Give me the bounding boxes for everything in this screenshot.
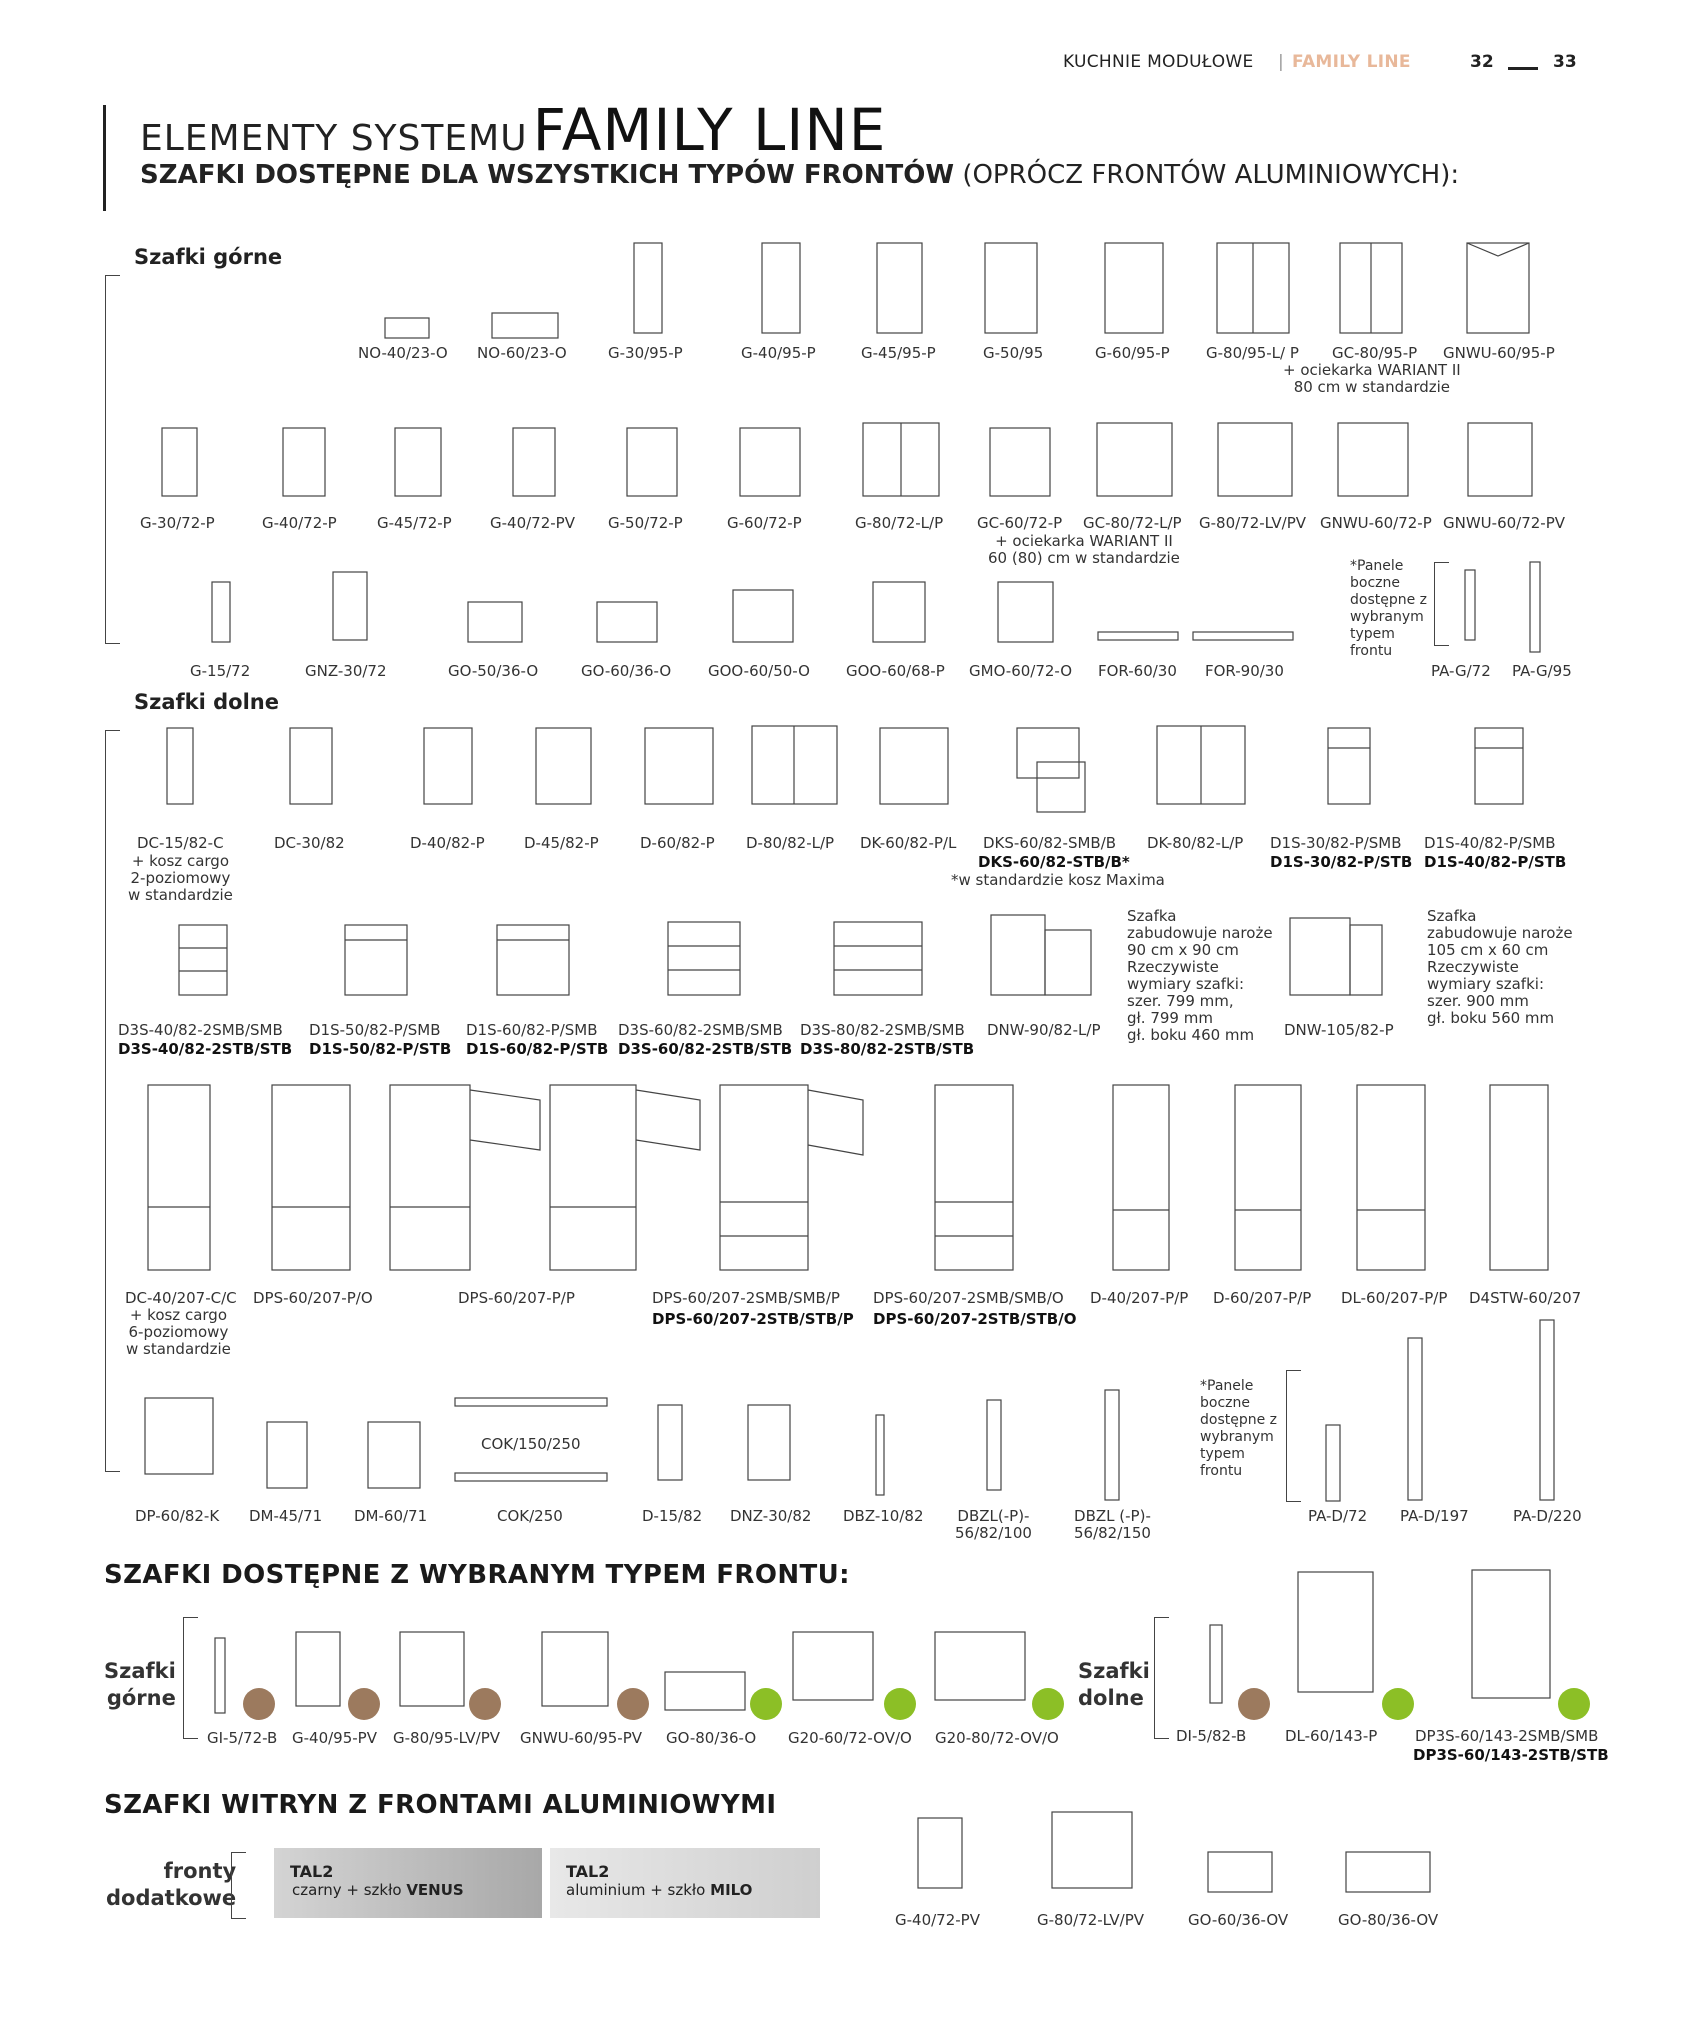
label: DNZ-30/82: [730, 1507, 812, 1525]
label: DNW-105/82-P: [1284, 1021, 1394, 1039]
label: DPS-60/207-P/P: [458, 1289, 575, 1307]
note-ociekarka-60: + ociekarka WARIANT II 60 (80) cm w standardzie: [988, 532, 1180, 567]
label: GC-60/72-P: [977, 514, 1063, 532]
label-bold: DKS-60/82-STB/B*: [978, 853, 1130, 871]
section-lower: Szafki dolne: [134, 690, 279, 714]
fronts-heading: fronty dodatkowe: [106, 1859, 237, 1910]
label: DL-60/207-P/P: [1341, 1289, 1448, 1307]
label: G-30/72-P: [140, 514, 215, 532]
label: G-40/72-PV: [490, 514, 575, 532]
label: D1S-30/82-P/SMB: [1270, 834, 1402, 852]
label-bold: D3S-60/82-2STB/STB: [618, 1040, 793, 1058]
label: DBZ-10/82: [843, 1507, 924, 1525]
section-chosen-front: SZAFKI DOSTĘPNE Z WYBRANYM TYPEM FRONTU:: [104, 1560, 850, 1590]
label: DM-60/71: [354, 1507, 428, 1525]
label: G20-80/72-OV/O: [935, 1729, 1059, 1747]
label: GNWU-60/95-P: [1443, 344, 1555, 362]
label: G-80/72-LV/PV: [1037, 1911, 1145, 1929]
label: G-50/95: [983, 344, 1044, 362]
label: GNWU-60/95-PV: [520, 1729, 643, 1747]
label: GNWU-60/72-PV: [1443, 514, 1566, 532]
label: DPS-60/207-P/O: [253, 1289, 373, 1307]
section-alu: SZAFKI WITRYN Z FRONTAMI ALUMINIOWYMI: [104, 1790, 777, 1820]
section-upper: Szafki górne: [134, 245, 283, 269]
label: GOO-60/50-O: [708, 662, 810, 680]
label: DK-80/82-L/P: [1147, 834, 1244, 852]
label: GO-60/36-O: [581, 662, 672, 680]
note-cargo-2: + kosz cargo 2-poziomowy w standardzie: [128, 852, 233, 904]
front-glass: MILO: [710, 1881, 753, 1899]
label-bold: D1S-40/82-P/STB: [1424, 853, 1567, 871]
note-maxima: *w standardzie kosz Maxima: [951, 871, 1165, 889]
label: DP-60/82-K: [135, 1507, 220, 1525]
label: DBZL (-P)- 56/82/150: [1074, 1507, 1151, 1542]
label: DBZL(-P)- 56/82/100: [955, 1507, 1032, 1542]
label: DPS-60/207-2SMB/SMB/P: [652, 1289, 840, 1307]
label: GC-80/72-L/P: [1083, 514, 1182, 532]
header-kuchnie: KUCHNIE MODUŁOWE: [1063, 52, 1254, 72]
label: DNW-90/82-L/P: [987, 1021, 1101, 1039]
label: GI-5/72-B: [207, 1729, 278, 1747]
label: G-30/95-P: [608, 344, 683, 362]
label: G-40/72-PV: [895, 1911, 980, 1929]
note-ociekarka-80: + ociekarka WARIANT II 80 cm w standardzie: [1283, 361, 1461, 396]
label: G-40/72-P: [262, 514, 337, 532]
label: NO-60/23-O: [477, 344, 567, 362]
subtitle-bold: SZAFKI DOSTĘPNE DLA WSZYSTKICH TYPÓW FRONTÓW: [140, 160, 955, 190]
label: G-80/95-L/ P: [1206, 344, 1299, 362]
label: DC-30/82: [274, 834, 345, 852]
title-prefix: ELEMENTY SYSTEMU: [140, 118, 528, 159]
note-dnw105: Szafka zabudowuje naroże 105 cm x 60 cm Rzeczywiste wymiary szafki: szer. 900 mm gł. boku 560 mm: [1427, 907, 1573, 1027]
label: G-50/72-P: [608, 514, 683, 532]
header-family: FAMILY LINE: [1292, 52, 1411, 72]
note-dnw90: Szafka zabudowuje naroże 90 cm x 90 cm Rzeczywiste wymiary szafki: szer. 799 mm, gł. 799 mm gł. boku 460 mm: [1127, 907, 1273, 1044]
page-number-right: 33: [1553, 52, 1577, 72]
label-bold: D3S-80/82-2STB/STB: [800, 1040, 975, 1058]
label: PA-D/197: [1400, 1507, 1469, 1525]
label: D-40/82-P: [410, 834, 485, 852]
label: GMO-60/72-O: [969, 662, 1073, 680]
header-separator: |: [1278, 52, 1285, 72]
page-number-left: 32: [1470, 52, 1494, 72]
label: D-45/82-P: [524, 834, 599, 852]
label: NO-40/23-O: [358, 344, 448, 362]
label: DC-40/207-C/C: [125, 1289, 237, 1307]
front-desc-text: czarny + szkło: [292, 1881, 402, 1899]
label: GC-80/95-P: [1332, 344, 1418, 362]
label: GNZ-30/72: [305, 662, 387, 680]
label: D-60/82-P: [640, 834, 715, 852]
label: GO-80/36-O: [666, 1729, 757, 1747]
label: G-80/95-LV/PV: [393, 1729, 501, 1747]
panel-note-lower: *Panele boczne dostępne z wybranym typem frontu: [1200, 1378, 1278, 1479]
label: D-60/207-P/P: [1213, 1289, 1312, 1307]
label: DKS-60/82-SMB/B: [983, 834, 1117, 852]
label-bold: D1S-60/82-P/STB: [466, 1040, 609, 1058]
label: D1S-60/82-P/SMB: [466, 1021, 598, 1039]
label: DPS-60/207-2SMB/SMB/O: [873, 1289, 1064, 1307]
label-bold: DPS-60/207-2STB/STB/O: [873, 1310, 1077, 1328]
label: G-45/95-P: [861, 344, 936, 362]
label: DL-60/143-P: [1285, 1727, 1378, 1745]
label: G-15/72: [190, 662, 251, 680]
label: D-80/82-L/P: [746, 834, 835, 852]
label: G-80/72-LV/PV: [1199, 514, 1307, 532]
label: D4STW-60/207: [1469, 1289, 1582, 1307]
title-main: FAMILY LINE: [532, 96, 887, 164]
label: GNWU-60/72-P: [1320, 514, 1432, 532]
label: GO-50/36-O: [448, 662, 539, 680]
label: D3S-40/82-2SMB/SMB: [118, 1021, 283, 1039]
label: D3S-60/82-2SMB/SMB: [618, 1021, 783, 1039]
label: G-45/72-P: [377, 514, 452, 532]
chosen-upper-heading: Szafki górne: [104, 1659, 176, 1710]
label: PA-G/95: [1512, 662, 1572, 680]
subtitle-rest: (OPRÓCZ FRONTÓW ALUMINIOWYCH):: [962, 160, 1460, 190]
front-desc-text: aluminium + szkło: [566, 1881, 706, 1899]
label: D-15/82: [642, 1507, 703, 1525]
label: D3S-80/82-2SMB/SMB: [800, 1021, 965, 1039]
label: PA-G/72: [1431, 662, 1491, 680]
label: GO-60/36-OV: [1188, 1911, 1289, 1929]
label: G-60/95-P: [1095, 344, 1170, 362]
label: D1S-50/82-P/SMB: [309, 1021, 441, 1039]
label-bold: DPS-60/207-2STB/STB/P: [652, 1310, 854, 1328]
label: PA-D/220: [1513, 1507, 1582, 1525]
label: COK/250: [497, 1507, 563, 1525]
label: PA-D/72: [1308, 1507, 1368, 1525]
label-bold: D1S-50/82-P/STB: [309, 1040, 452, 1058]
label-bold: D3S-40/82-2STB/STB: [118, 1040, 293, 1058]
label: G-60/72-P: [727, 514, 802, 532]
chosen-lower-heading: Szafki dolne: [1078, 1659, 1150, 1710]
front-code: TAL2: [290, 1862, 334, 1881]
front-glass: VENUS: [406, 1881, 464, 1899]
label: DC-15/82-C: [137, 834, 224, 852]
label: DK-60/82-P/L: [860, 834, 957, 852]
label: D1S-40/82-P/SMB: [1424, 834, 1556, 852]
front-code: TAL2: [566, 1862, 610, 1881]
label: FOR-60/30: [1098, 662, 1177, 680]
label: G-40/95-P: [741, 344, 816, 362]
label: DI-5/82-B: [1176, 1727, 1247, 1745]
label: DM-45/71: [249, 1507, 323, 1525]
note-cargo-6: + kosz cargo 6-poziomowy w standardzie: [126, 1306, 231, 1358]
label: D-40/207-P/P: [1090, 1289, 1189, 1307]
label: COK/150/250: [481, 1435, 581, 1453]
label: G-80/72-L/P: [855, 514, 944, 532]
label-bold: D1S-30/82-P/STB: [1270, 853, 1413, 871]
label: G-40/95-PV: [292, 1729, 377, 1747]
label: G20-60/72-OV/O: [788, 1729, 912, 1747]
label: GO-80/36-OV: [1338, 1911, 1439, 1929]
panel-note-upper: *Panele boczne dostępne z wybranym typem frontu: [1350, 558, 1428, 659]
label: GOO-60/68-P: [846, 662, 945, 680]
label: FOR-90/30: [1205, 662, 1284, 680]
label-bold: DP3S-60/143-2STB/STB: [1413, 1746, 1609, 1764]
label: DP3S-60/143-2SMB/SMB: [1415, 1727, 1599, 1745]
